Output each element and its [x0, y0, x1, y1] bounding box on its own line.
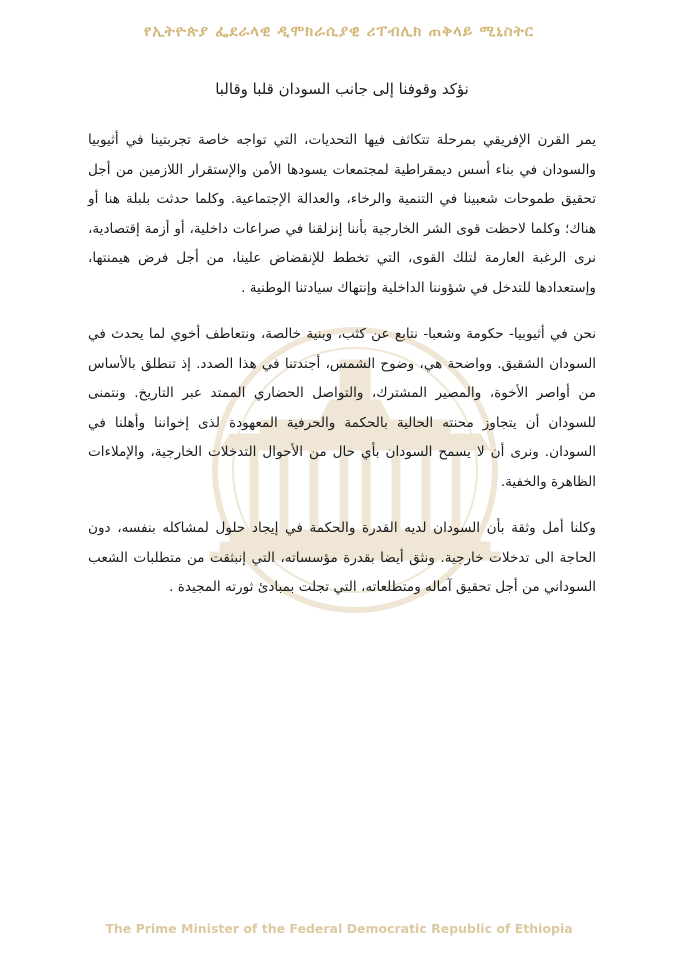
letter-body	[88, 80, 596, 620]
letterhead-amharic: የኢትዮጵያ ፌደራላዊ ዲሞክራሲያዊ ሪፐብሊክ ጠቅላይ ሚኒስትር	[143, 22, 535, 40]
letter-title: نؤكد وقوفنا إلى جانب السودان قلبا وقالبا	[215, 80, 469, 98]
paragraph-2: نحن في أثيوبيا- حكومة وشعبا- نتابع عن كثب، وبنية خالصة، ونتعاطف أخوي لما يحدث في السودان الشقيق. وواضحة هي، وضوح الشمس، أجندتنا في هذا الصدد. إذ تنطلق بالأساس من أواصر الأخوة، والمصير المشترك، والتواصل الحضاري الممتد عبر التاريخ. ونتمنى للسودان أن يتجاوز محنته الحالية بالحكمة والحرفية المعهودة لذى إخواننا وأهلنا في السودان. ونرى أن لا يسمح السودان بأي حال من الأحوال التدخلات الخارجية، والإملاءات الظاهرة والخفية.	[88, 326, 596, 490]
paragraph-3: وكلنا أمل وثقة بأن السودان لديه القدرة والحكمة في إيجاد حلول لمشاكله بنفسه، دون الحاجة الى تدخلات خارجية. ونثق أيضا بقدرة مؤسساته، التي إنبثقت من متطلبات الشعب السوداني من أجل تحقيق آماله ومتطلعاته، التي تجلت بمبادئ ثورته المجيدة .	[88, 520, 596, 595]
letterhead-english-footer: The Prime Minister of the Federal Democratic Republic of Ethiopia	[105, 921, 573, 936]
paragraph-1: يمر القرن الإفريقي بمرحلة تتكاثف فيها التحديات، التي تواجه خاصة تجربتينا في أثيوبيا والسودان في بناء أسس ديمقراطية لمجتمعات يسودها الأمن والإستقرار اللازمين من أجل تحقيق طموحات شعبينا في التنمية والرخاء، والعدالة الإجتماعية. وكلما حدثت بلبلة هنا أو هناك؛ وكلما لاحظت قوى الشر الخارجية بأننا إنزلقنا في صراعات داخلية، أو أزمة إقتصادية، نرى الرغبة العارمة لتلك القوى، التي تخطط للإنقضاض علينا، من أجل فرض هيمنتها، وإستعدادها للتدخل في شؤوننا الداخلية وإنتهاك سيادتنا الوطنية .	[88, 132, 596, 296]
